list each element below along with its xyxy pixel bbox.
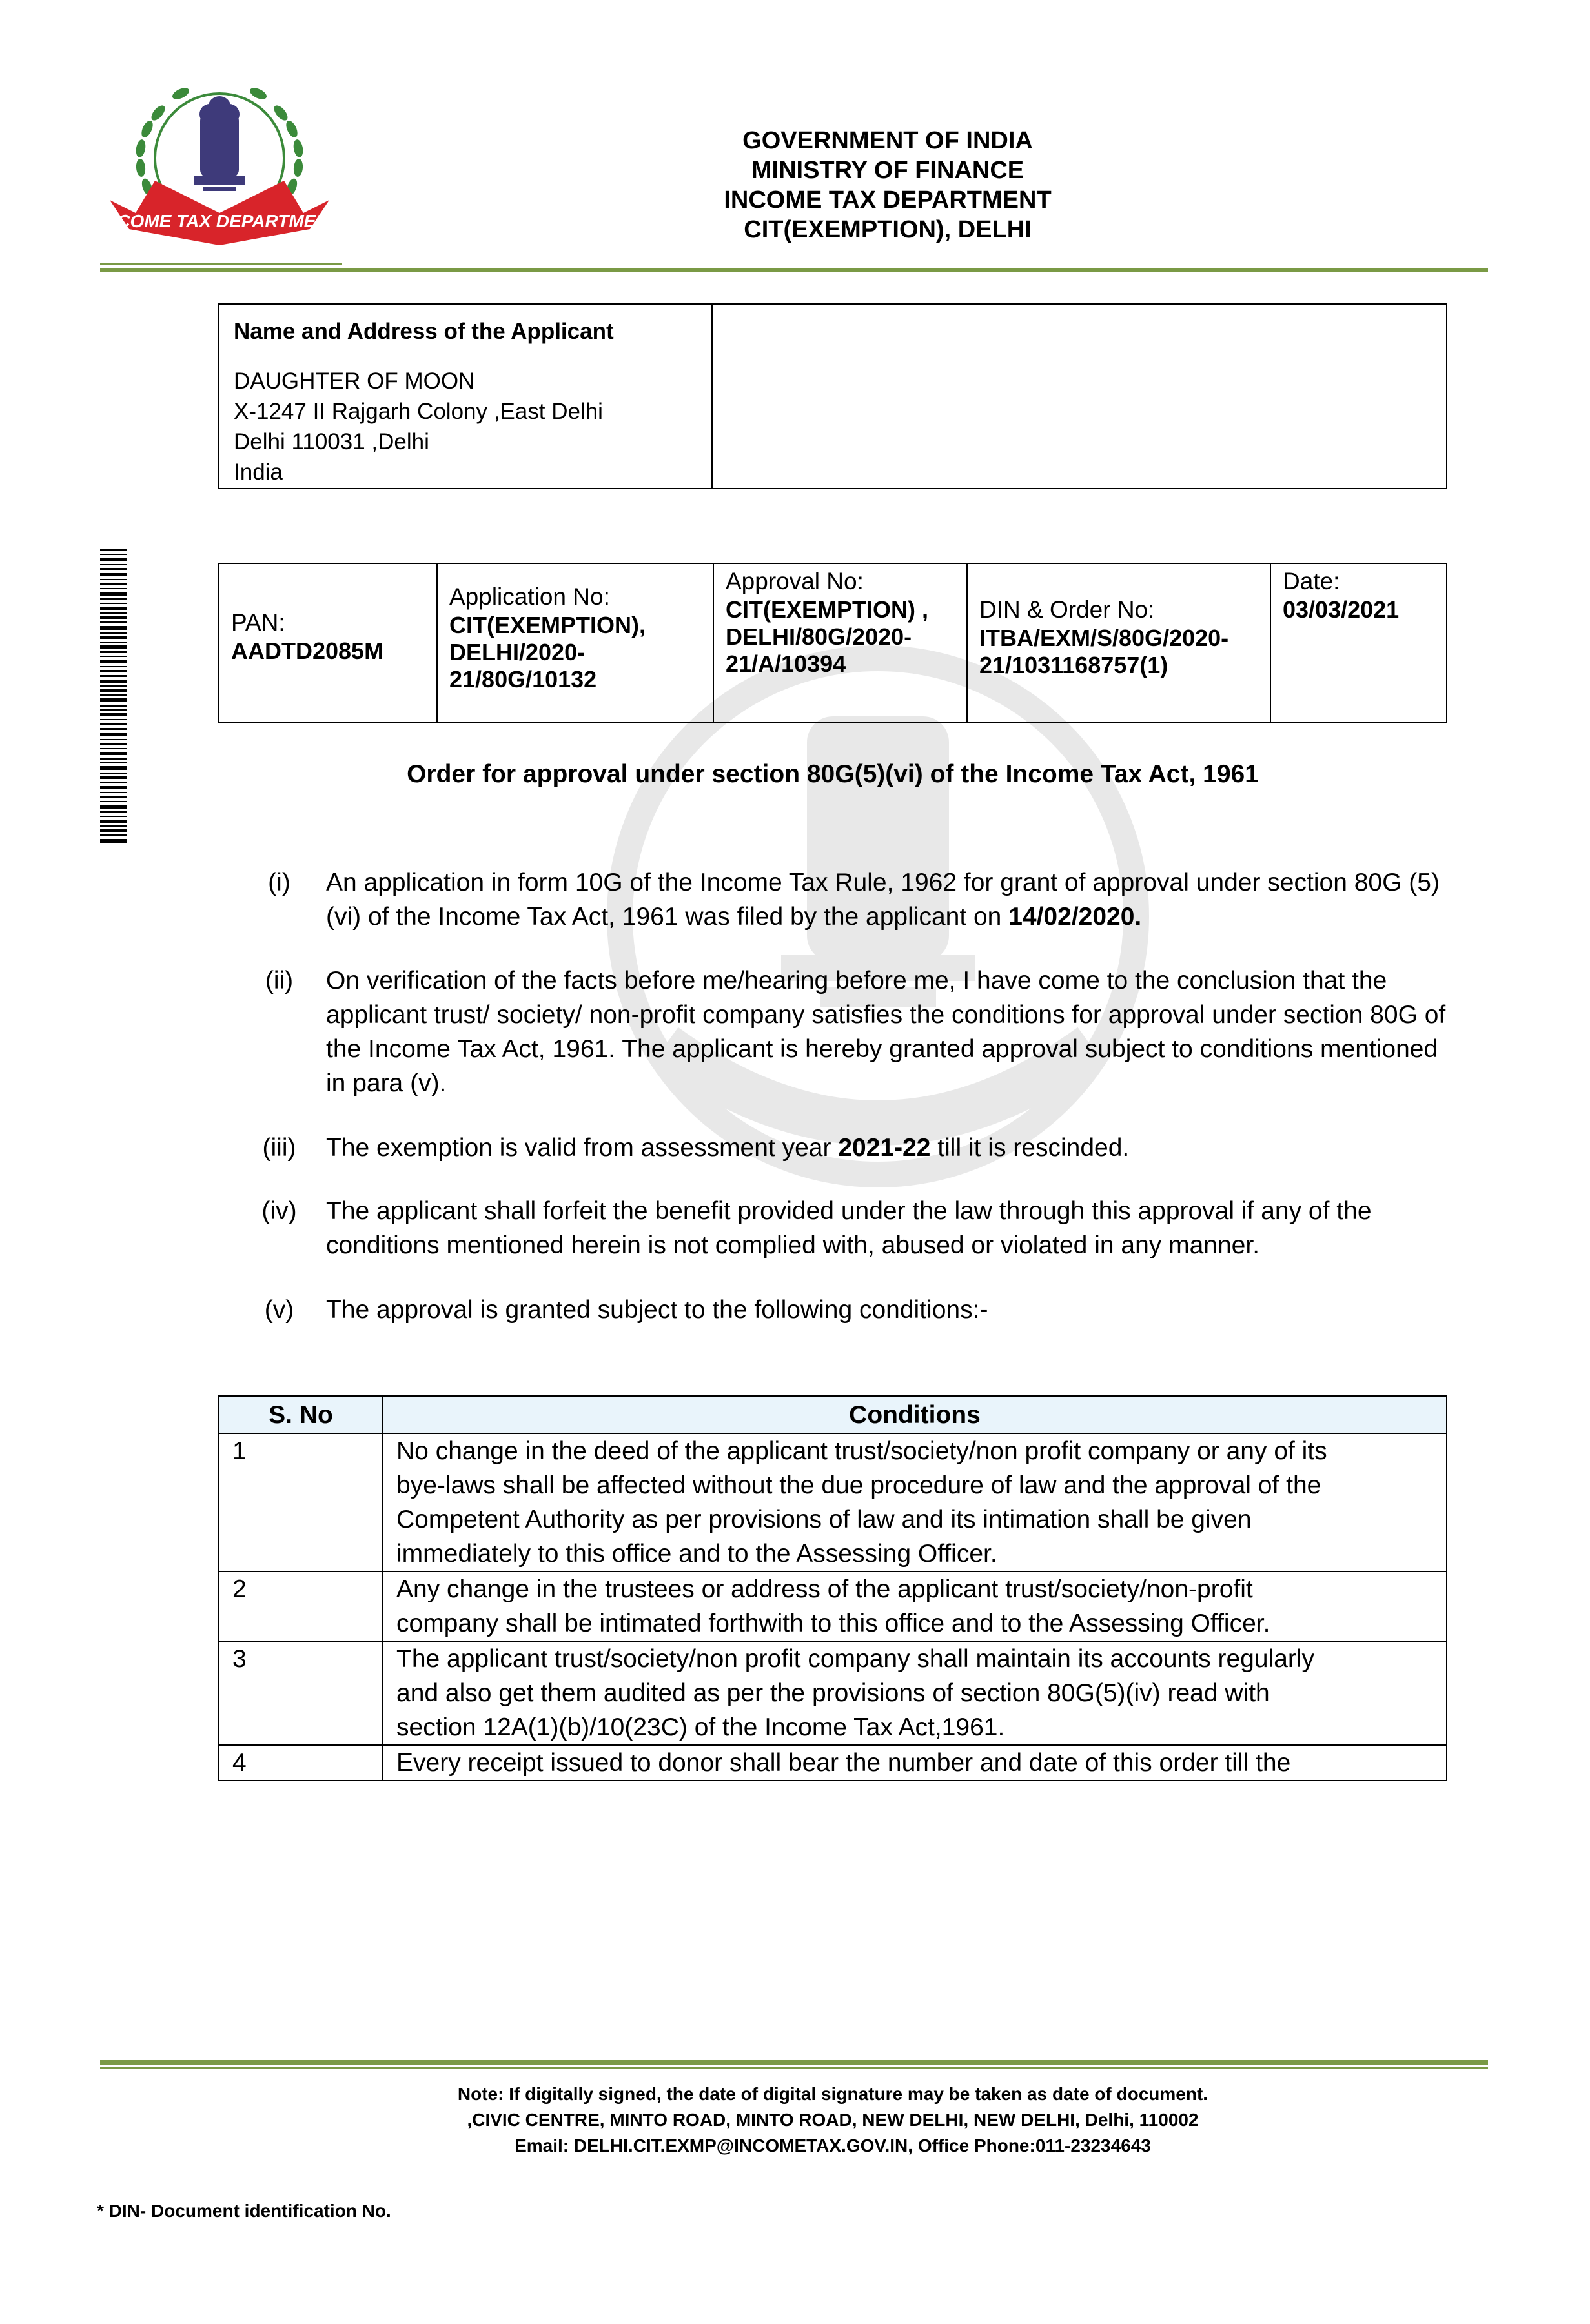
paragraph-text: On verification of the facts before me/hearing before me, I have come to the conclusion that the applicant trust/ society/ non-profit company satisfies the conditions for approval under section 80G of the Income Tax Act, 1961. The applicant is hereby granted approval subject to conditions mentioned in para (v). bbox=[326, 967, 1446, 1097]
order-title: Order for approval under section 80G(5)(vi) of the Income Tax Act, 1961 bbox=[407, 760, 1259, 788]
footer-address: ,CIVIC CENTRE, MINTO ROAD, MINTO ROAD, NEW DELHI, NEW DELHI, Delhi, 110002 bbox=[467, 2110, 1199, 2130]
application-no-value: CIT(EXEMPTION), DELHI/2020-21/80G/10132 bbox=[449, 612, 646, 692]
paragraph-text: The approval is granted subject to the following conditions:- bbox=[326, 1296, 988, 1324]
condition-text: Every receipt issued to donor shall bear the number and date of this order till the bbox=[383, 1745, 1447, 1781]
approval-no-value: CIT(EXEMPTION) , DELHI/80G/2020-21/A/10394 bbox=[726, 596, 928, 677]
table-row bbox=[219, 1641, 1447, 1745]
paragraph-text bbox=[326, 865, 1459, 934]
paragraph-text-part: An application in form 10G of the Income Tax Rule, 1962 for grant of approval under section 80G (5)(vi) of the Income Tax Act, 1961 was filed by the applicant on bbox=[326, 869, 1440, 931]
paragraph-number: (i) bbox=[268, 869, 290, 896]
conditions-table bbox=[218, 1395, 1447, 1781]
condition-sno: 4 bbox=[219, 1745, 383, 1781]
header-title-block bbox=[581, 126, 1194, 245]
din-footnote: * DIN- Document identification No. bbox=[97, 2201, 391, 2221]
applicant-box bbox=[218, 303, 1447, 489]
header-divider bbox=[100, 268, 1488, 272]
pan-label: PAN: bbox=[231, 609, 285, 636]
header-sno: S. No bbox=[219, 1396, 383, 1433]
paragraph-ii bbox=[232, 964, 1459, 1100]
paragraph-text-part: The exemption is valid from assessment year bbox=[326, 1134, 839, 1162]
approval-no-label: Approval No: bbox=[726, 568, 864, 594]
condition-sno: 2 bbox=[219, 1571, 383, 1641]
condition-sno: 1 bbox=[219, 1433, 383, 1571]
paragraph-date-bold: 14/02/2020. bbox=[1008, 903, 1142, 931]
footer-divider bbox=[100, 2060, 1488, 2065]
condition-text: No change in the deed of the applicant trust/society/non profit company or any of its bye-laws shall be affected without the due procedure of law and the approval of the Competent Authority as per provisions of law and its intimation shall be given immediately to this office and to the Assessing Officer. bbox=[383, 1433, 1447, 1571]
header-line-ministry: MINISTRY OF FINANCE bbox=[751, 157, 1024, 184]
din-order-cell bbox=[968, 564, 1271, 722]
conditions-header-row bbox=[219, 1396, 1447, 1433]
footer-note: Note: If digitally signed, the date of digital signature may be taken as date of document. bbox=[457, 2084, 1208, 2104]
condition-text: Any change in the trustees or address of the applicant trust/society/non-profit company shall be intimated forthwith to this office and to the Assessing Officer. bbox=[383, 1571, 1447, 1641]
paragraph-number: (v) bbox=[264, 1296, 294, 1324]
applicant-heading: Name and Address of the Applicant bbox=[234, 319, 614, 344]
table-row bbox=[219, 1745, 1447, 1781]
paragraph-text-part: till it is rescinded. bbox=[930, 1134, 1130, 1162]
header-line-office: CIT(EXEMPTION), DELHI bbox=[744, 216, 1032, 243]
header-conditions: Conditions bbox=[383, 1396, 1447, 1433]
assessment-year-bold: 2021-22 bbox=[838, 1134, 931, 1162]
header-line-department: INCOME TAX DEPARTMENT bbox=[724, 187, 1052, 214]
table-row bbox=[219, 1433, 1447, 1571]
applicant-details bbox=[219, 305, 713, 488]
paragraph-number: (iv) bbox=[261, 1197, 297, 1225]
applicant-country: India bbox=[234, 460, 283, 485]
pan-value: AADTD2085M bbox=[231, 638, 384, 664]
applicant-address-line2: Delhi 110031 ,Delhi bbox=[234, 429, 429, 454]
paragraph-i bbox=[232, 865, 1459, 934]
date-cell bbox=[1271, 564, 1446, 722]
barcode bbox=[100, 549, 127, 845]
paragraph-v bbox=[232, 1293, 1459, 1327]
pan-cell bbox=[219, 564, 438, 722]
date-value: 03/03/2021 bbox=[1283, 596, 1400, 623]
application-no-cell bbox=[438, 564, 714, 722]
income-tax-department-logo bbox=[97, 68, 342, 261]
paragraph-number: (ii) bbox=[265, 967, 294, 995]
application-no-label: Application No: bbox=[449, 583, 610, 610]
paragraph-iv bbox=[232, 1194, 1459, 1262]
condition-sno: 3 bbox=[219, 1641, 383, 1745]
table-row bbox=[219, 1571, 1447, 1641]
applicant-name: DAUGHTER OF MOON bbox=[234, 369, 475, 394]
footer-divider-thin bbox=[100, 2067, 1488, 2069]
header-line-government: GOVERNMENT OF INDIA bbox=[742, 127, 1033, 154]
paragraph-iii bbox=[232, 1131, 1459, 1165]
paragraph-number: (iii) bbox=[262, 1134, 296, 1162]
applicant-address-line1: X-1247 II Rajgarh Colony ,East Delhi bbox=[234, 399, 603, 424]
logo-lettering: INCOME TAX DEPARTMENT bbox=[99, 211, 340, 231]
date-label: Date: bbox=[1283, 568, 1340, 594]
din-order-value: ITBA/EXM/S/80G/2020-21/1031168757(1) bbox=[979, 625, 1229, 678]
paragraph-text bbox=[326, 1131, 1459, 1165]
paragraph-text: The applicant shall forfeit the benefit provided under the law through this approval if any of the conditions mentioned herein is not complied with, abused or violated in any manner. bbox=[326, 1197, 1372, 1259]
approval-no-cell bbox=[714, 564, 968, 722]
din-order-label: DIN & Order No: bbox=[979, 596, 1155, 623]
footer-block bbox=[218, 2081, 1447, 2159]
order-info-table bbox=[218, 563, 1447, 723]
condition-text: The applicant trust/society/non profit company shall maintain its accounts regularly and also get them audited as per the provisions of section 80G(5)(iv) read with section 12A(1)(b)/10(23C) of the Income Tax Act,1961. bbox=[383, 1641, 1447, 1745]
header-divider-thin bbox=[100, 263, 342, 265]
footer-contact: Email: DELHI.CIT.EXMP@INCOMETAX.GOV.IN, Office Phone:011-23234643 bbox=[515, 2136, 1151, 2156]
